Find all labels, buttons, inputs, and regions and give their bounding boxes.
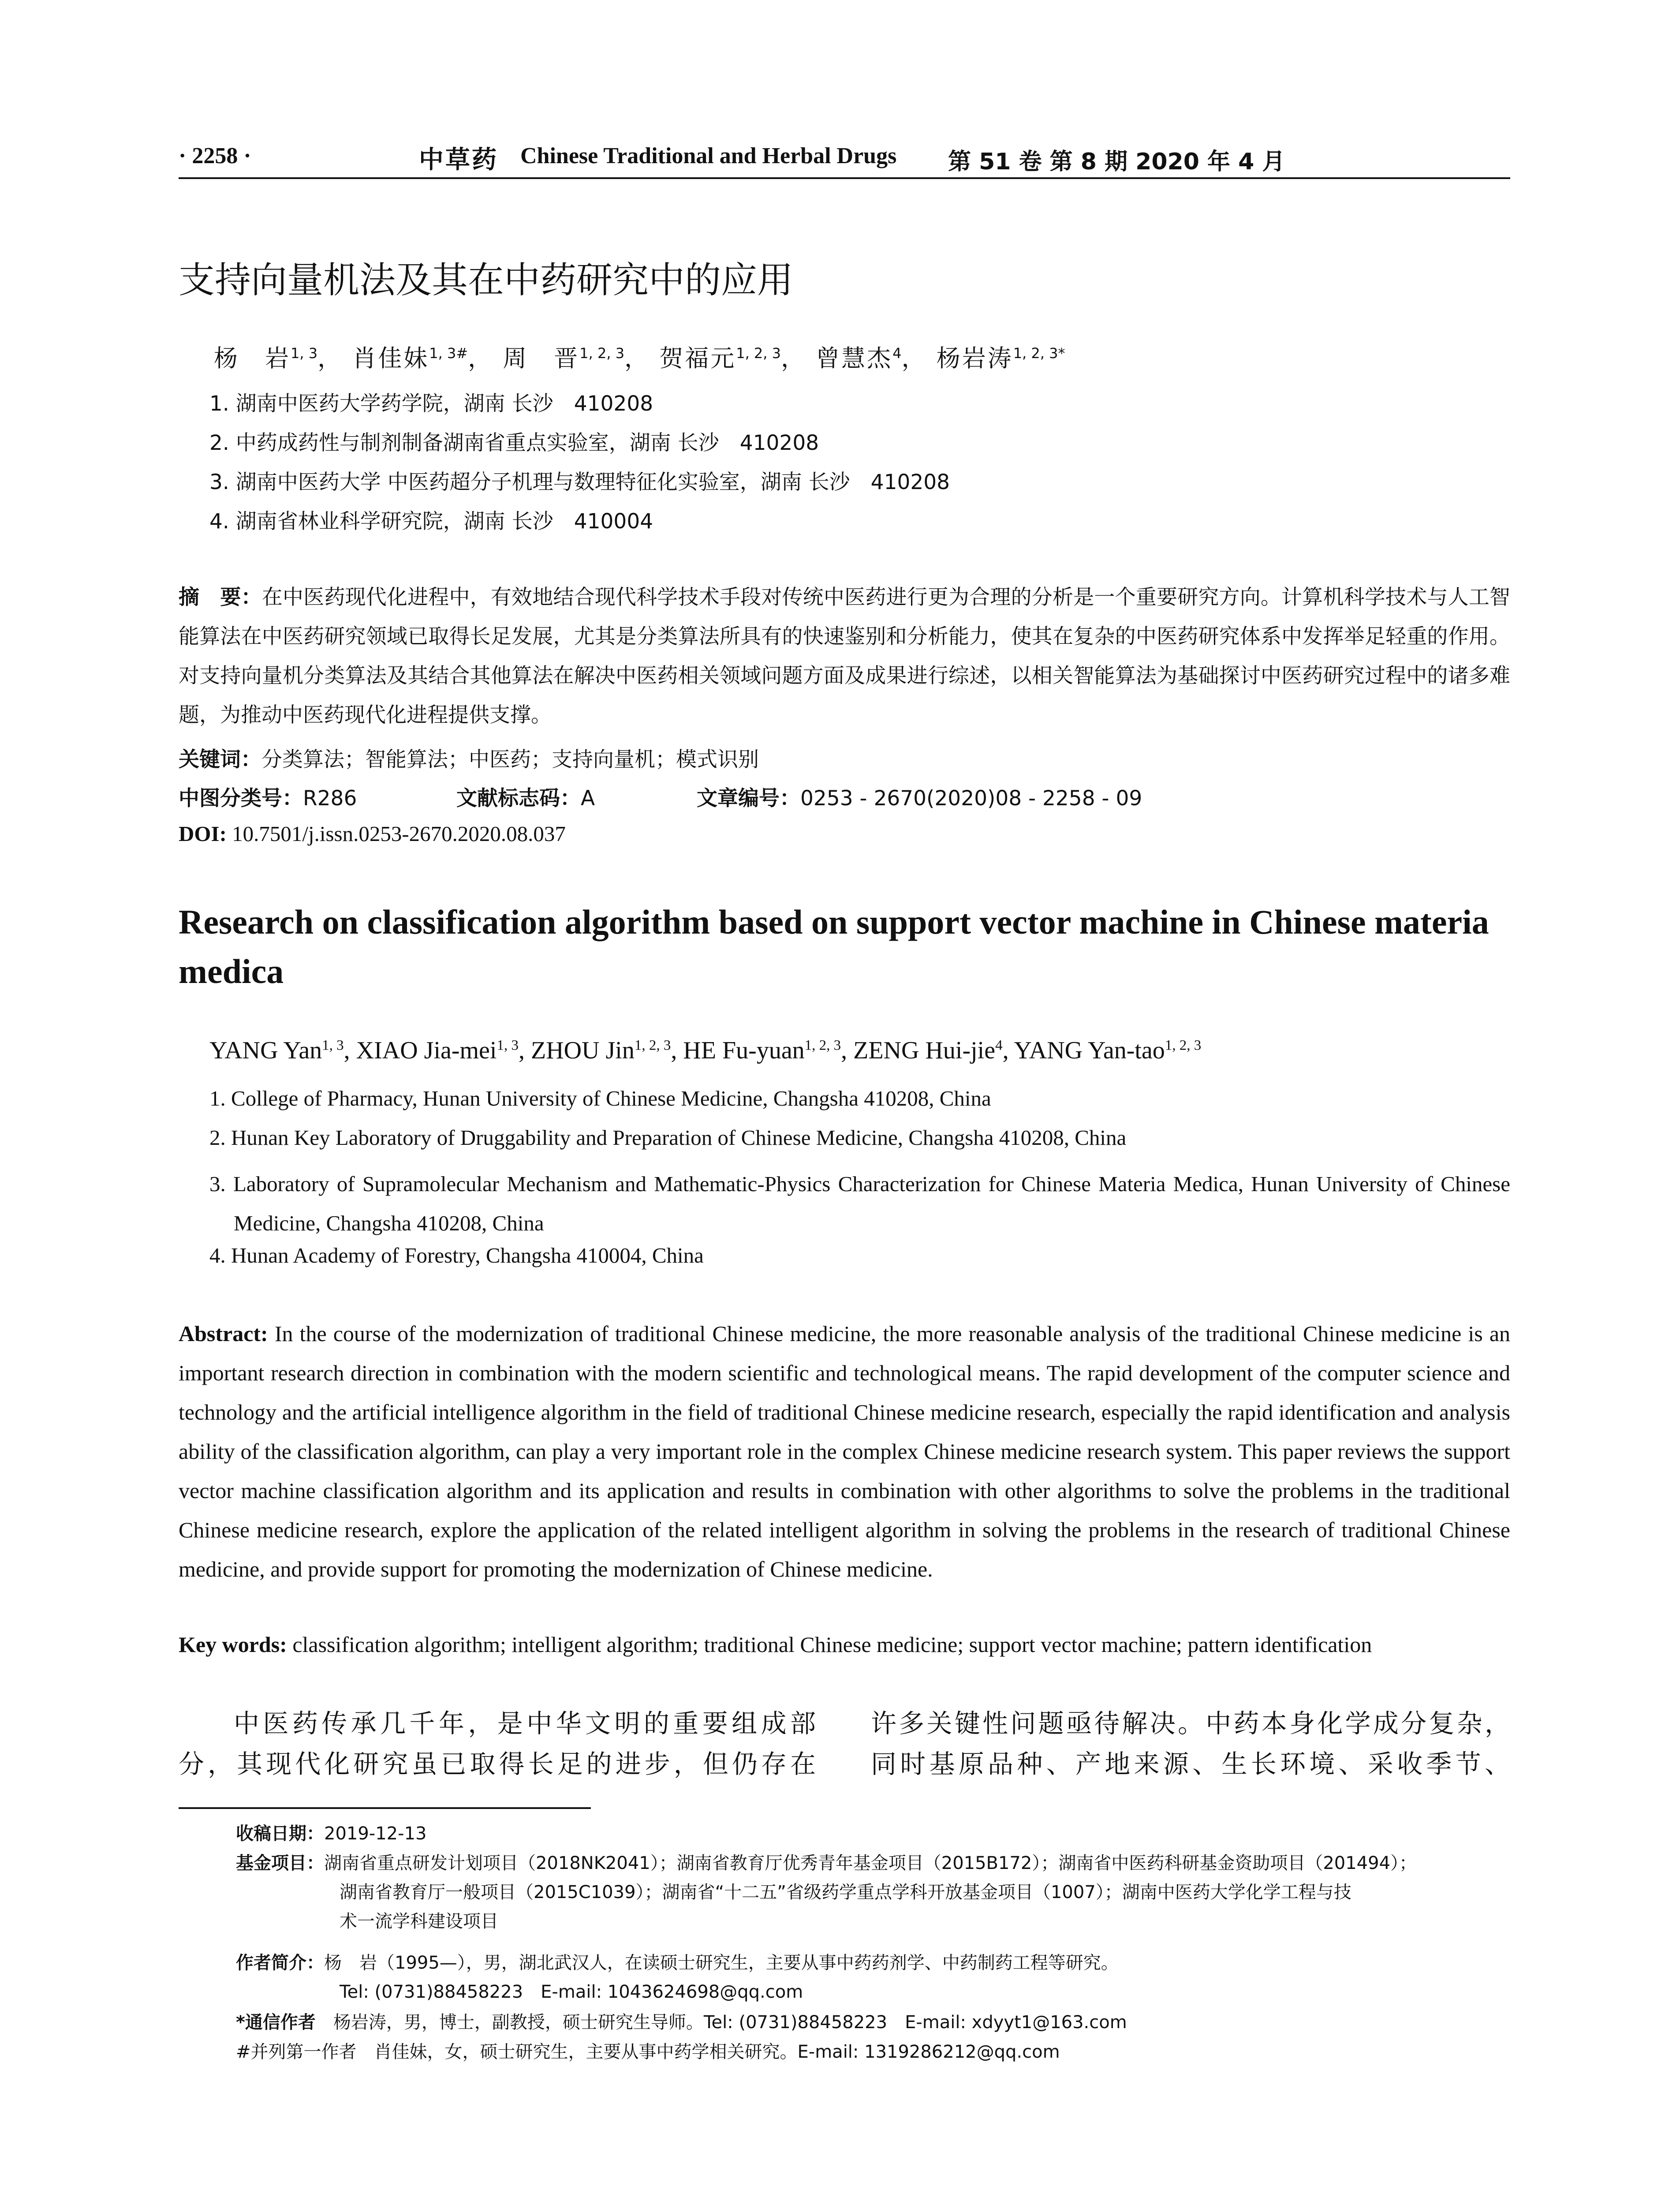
received-label: 收稿日期：	[236, 1824, 324, 1844]
body-right-column	[871, 1703, 1510, 1784]
author-cn: 周 晋	[503, 344, 580, 372]
author-sup: 1, 2, 3*	[1013, 345, 1065, 362]
received-date: 2019-12-13	[324, 1824, 427, 1844]
author-sup: 1, 3#	[429, 345, 468, 362]
body-line: 分，其现代化研究虽已取得长足的进步，但仍存在	[179, 1749, 816, 1779]
body-left-column	[179, 1703, 816, 1784]
doi-value: 10.7501/j.issn.0253-2670.2020.08.037	[232, 822, 566, 846]
fund-text: 术一流学科建设项目	[340, 1911, 498, 1932]
affiliation-cn: 2. 中药成药性与制剂制备湖南省重点实验室，湖南 长沙 410208	[209, 431, 819, 455]
footnote-fund	[236, 1849, 1515, 1936]
abstract-cn-label: 摘 要：	[179, 585, 262, 609]
affiliation-en: 1. College of Pharmacy, Hunan University of Chinese Medicine, Changsha 410208, China	[209, 1086, 991, 1110]
keywords-en	[179, 1632, 1515, 1657]
footnote-corresponding	[236, 2008, 1515, 2037]
author-sup: 1, 2, 3	[804, 1037, 841, 1054]
corr-text: 杨岩涛，男，博士，副教授，硕士研究生导师。Tel: (0731)88458223 E-mail: xdyyt1@163.com	[333, 2012, 1127, 2033]
abstract-en-text: In the course of the modernization of traditional Chinese medicine, the more reasonable analysis of the traditional Chinese medicine is an important research direction in combination with the modern scientific and technological means. The rapid development of the computer science and technology and the artificial intelligence algorithm in the field of traditional Chinese medicine research, especially the rapid identification and analysis ability of the classification algorithm, can play a very important role in the complex Chinese medicine research system. This paper reviews the support vector machine classification algorithm and its application and results in combination with other algorithms to solve the problems in the traditional Chinese medicine research, explore the application of the related intelligent algorithm in solving the problems in the research of traditional Chinese medicine, and provide support for promoting the modernization of Chinese medicine.	[179, 1321, 1511, 1581]
author-cn: 贺福元	[659, 344, 736, 372]
affiliation-cn: 1. 湖南中医药大学药学院，湖南 长沙 410208	[209, 392, 653, 416]
body-line: 中医药传承几千年，是中华文明的重要组成部	[234, 1708, 816, 1738]
affiliation-en: 4. Hunan Academy of Forestry, Changsha 410004, China	[209, 1243, 704, 1267]
journal-name-en: Chinese Traditional and Herbal Drugs	[520, 143, 897, 168]
doi-label: DOI:	[179, 822, 227, 846]
author-sup: 1, 2, 3	[1165, 1037, 1202, 1054]
keywords-cn-label: 关键词：	[179, 747, 261, 772]
affiliation-en	[209, 1164, 1510, 1243]
author-sup: 4	[892, 345, 902, 362]
author-sup: 1, 3	[322, 1037, 344, 1054]
author-en: YANG Yan	[209, 1037, 322, 1064]
bio-text: 杨 岩（1995—），男，湖北武汉人，在读硕士研究生，主要从事中药药剂学、中药制药工程等研究。	[324, 1953, 1119, 1973]
running-header	[179, 140, 1510, 180]
affiliation-cn: 4. 湖南省林业科学研究院，湖南 长沙 410004	[209, 509, 653, 534]
author-en: YANG Yan-tao	[1014, 1037, 1165, 1064]
author-sup: 1, 2, 3	[579, 345, 625, 362]
fund-text: 湖南省教育厅一般项目（2015C1039）；湖南省“十二五”省级药学重点学科开放基金项目（1007）；湖南中医药大学化学工程与技	[340, 1882, 1351, 1902]
body-line: 许多关键性问题亟待解决。中药本身化学成分复杂，	[871, 1708, 1510, 1738]
author-sup: 1, 3	[291, 345, 318, 362]
authors-en: YANG Yan$^{1, 3}$, XIAO Jia-mei$^{1, 3}$, ZHOU Jin$^{1, 2, 3}$, HE Fu-yuan$^{1, 2, 3}$, ZENG Hui-jie$^4$, YANG Yan-tao$^{1, 2, 3}$	[209, 1037, 1202, 1064]
page-number: · 2258 ·	[179, 143, 251, 168]
title-en: Research on classification algorithm based on support vector machine in Chinese materia medica	[179, 903, 1489, 990]
author-sup: 1, 2, 3	[736, 345, 781, 362]
doc-code-label: 文献标志码：	[456, 786, 581, 811]
footnote-co-first	[236, 2037, 1515, 2067]
corr-label: *通信作者	[236, 2012, 316, 2033]
clc-label: 中图分类号：	[179, 786, 303, 811]
affiliation-cn: 3. 湖南中医药大学 中医药超分子机理与数理特征化实验室，湖南 长沙 410208	[209, 470, 950, 494]
bio-contact: Tel: (0731)88458223 E-mail: 1043624698@qq.com	[340, 1982, 803, 2002]
abstract-en-label: Abstract:	[179, 1321, 268, 1346]
keywords-cn	[179, 743, 759, 773]
author-sup: 1, 3	[497, 1037, 519, 1054]
author-cn: 杨 岩	[214, 344, 291, 372]
author-en: XIAO Jia-mei	[356, 1037, 497, 1064]
footnote-received	[236, 1819, 426, 1848]
author-sup: 1, 2, 3	[634, 1037, 671, 1054]
footnote-author-bio	[236, 1948, 1515, 2007]
author-en: ZHOU Jin	[530, 1037, 635, 1064]
author-sup: 4	[995, 1037, 1003, 1054]
author-en: HE Fu-yuan	[683, 1037, 805, 1064]
affiliation-en: 2. Hunan Key Laboratory of Druggability and Preparation of Chinese Medicine, Changsha 410208, China	[209, 1125, 1127, 1150]
header-rule	[179, 177, 1510, 179]
author-en: ZENG Hui-jie	[853, 1037, 996, 1064]
affiliation-en-text: 3. Laboratory of Supramolecular Mechanism and Mathematic-Physics Characterization for Chinese Materia Medica, Hunan University of Chinese Medicine, Changsha 410208, China	[209, 1172, 1510, 1235]
author-cn: 杨岩涛	[936, 344, 1013, 372]
body-line: 同时基原品种、产地来源、生长环境、采收季节、	[871, 1749, 1510, 1779]
doc-code-value: A	[581, 786, 595, 811]
article-no-value: 0253 - 2670(2020)08 - 2258 - 09	[800, 786, 1142, 811]
author-cn: 曾慧杰	[816, 344, 893, 372]
title-cn: 支持向量机法及其在中药研究中的应用	[179, 259, 794, 301]
fund-label: 基金项目：	[236, 1853, 324, 1873]
footnote-rule	[179, 1807, 591, 1809]
abstract-en	[179, 1314, 1510, 1589]
fund-text: 湖南省重点研发计划项目（2018NK2041）；湖南省教育厅优秀青年基金项目（2015B172）；湖南省中医药科研基金资助项目（201494）；	[324, 1853, 1417, 1873]
journal-logo-cn: 中草药	[419, 146, 498, 174]
volume-issue: 第 51 卷 第 8 期 2020 年 4 月	[948, 149, 1285, 175]
keywords-en-text: classification algorithm; intelligent algorithm; traditional Chinese medicine; support vector machine; pattern identification	[292, 1632, 1372, 1657]
abstract-cn	[179, 578, 1510, 735]
keywords-en-label: Key words:	[179, 1632, 287, 1657]
classification-line	[179, 782, 1510, 813]
cofirst-text: 肖佳妹，女，硕士研究生，主要从事中药学相关研究。E-mail: 1319286212@qq.com	[374, 2042, 1060, 2062]
clc-value: R286	[303, 786, 357, 811]
author-cn: 肖佳妹	[352, 344, 429, 372]
keywords-cn-text: 分类算法；智能算法；中医药；支持向量机；模式识别	[261, 747, 759, 772]
cofirst-label: #并列第一作者	[236, 2042, 357, 2062]
doi-line	[179, 821, 566, 846]
abstract-cn-text: 在中医药现代化进程中，有效地结合现代科学技术手段对传统中医药进行更为合理的分析是一个重要研究方向。计算机科学技术与人工智能算法在中医药研究领域已取得长足发展，尤其是分类算法所具有的快速鉴别和分析能力，使其在复杂的中医药研究体系中发挥举足轻重的作用。对支持向量机分类算法及其结合其他算法在解决中医药相关领域问题方面及成果进行综述，以相关智能算法为基础探讨中医药研究过程中的诸多难题，为推动中医药现代化进程提供支撑。	[179, 585, 1510, 727]
bio-label: 作者简介：	[236, 1953, 324, 1973]
article-no-label: 文章编号：	[697, 786, 800, 811]
authors-cn: 杨 岩$^{1, 3}$， 肖佳妹$^{1, 3\#}$， 周 晋$^{1, 2, 3}$， 贺福元$^{1, 2, 3}$， 曾慧杰$^4$， 杨岩涛$^{1, 2, 3*}$	[214, 344, 1065, 372]
